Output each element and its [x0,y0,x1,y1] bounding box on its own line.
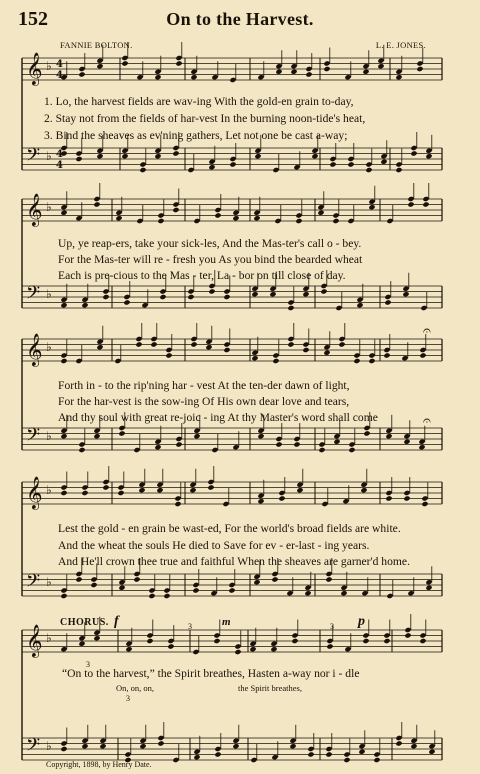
note-head [135,341,142,347]
note-head [78,641,85,647]
lyric-line: Lest the gold - en grain be wast-ed, For the world's broad fields are white. [58,522,401,535]
note-head [428,749,435,755]
note-head [326,643,333,649]
note-head [102,484,109,490]
note-head [102,294,109,300]
note-head [96,344,103,350]
note-head [90,582,97,588]
note-head [380,159,387,165]
triplet-number: 3 [86,660,90,669]
note-head [323,350,330,356]
note-head [275,69,282,75]
note-head [343,757,350,763]
chorus-label: CHORUS. [60,617,109,628]
note-head [167,643,174,649]
note-head [368,358,375,364]
note-head [289,743,296,749]
note-head [402,291,409,297]
flat-icon: ♭ [46,59,52,73]
note-head [404,632,411,638]
note-head [275,441,282,447]
time-signature: 4 [56,70,63,81]
note-head [228,587,235,593]
note-head [251,355,258,361]
note-head [287,305,294,311]
note-head [368,204,375,210]
note-head [358,749,365,755]
note-head [363,430,370,436]
note-head [384,299,391,305]
note-head [302,291,309,297]
note-head [175,441,182,447]
note-head [96,63,103,69]
note-head [302,347,309,353]
note-head [295,218,302,224]
note-head [60,746,67,752]
treble-clef-icon: 𝄞 [26,476,43,509]
note-head [290,69,297,75]
note-head [93,201,100,207]
lyric-line: For the har-vest is the sow-ing Of His own dear love and tears, [58,395,350,408]
time-signature: 4 [56,59,63,70]
note-head [232,743,239,749]
note-head [208,288,215,294]
note-head [293,441,300,447]
note-head [307,751,314,757]
note-head [422,201,429,207]
note-head [121,60,128,66]
note-head [81,490,88,496]
note-head [270,646,277,652]
note-head [81,302,88,308]
fermata-icon: 𝄐 [423,323,431,339]
triplet-number: 3 [330,622,334,631]
note-head [75,156,82,162]
note-head [154,444,161,450]
hymn-title: On to the Harvest. [166,9,314,29]
note-head [356,302,363,308]
note-head [139,167,146,173]
note-head [175,60,182,66]
note-head [165,352,172,358]
note-head [383,352,390,358]
lyric-line: 1. Lo, the harvest fields are wav-ing With the gold-en grain to-day, [44,95,354,108]
copyright-notice: Copyright, 1898, by Henry Date. [46,760,152,769]
note-head [157,218,164,224]
flat-icon: ♭ [46,287,52,301]
note-head [123,299,130,305]
treble-clef-icon: 𝄞 [26,193,43,226]
note-head [60,358,67,364]
lyric-line: And thy soul with great re-joic - ing At thy Master's word shall come [58,411,378,424]
dynamic-marking: f [114,614,119,629]
note-head [223,294,230,300]
dynamic-marking: m [222,616,231,628]
note-head [190,341,197,347]
note-head [362,69,369,75]
note-head [253,579,260,585]
note-head [139,743,146,749]
flat-icon: ♭ [46,149,52,163]
note-head [60,490,67,496]
note-head [232,215,239,221]
note-head [138,487,145,493]
note-head [193,433,200,439]
note-head [60,433,67,439]
note-head [410,743,417,749]
note-head [190,74,197,80]
note-head [75,576,82,582]
note-head [81,743,88,749]
fermata-icon: 𝄐 [423,413,431,429]
note-head [118,430,125,436]
note-head [133,576,140,582]
note-head [229,161,236,167]
note-head [78,71,85,77]
bass-words: the Spirit breathes, [238,683,302,693]
flat-icon: ♭ [46,631,52,645]
lyric-line: 2. Stay not from the fields of har-vest In the burning noon-tide's heat, [44,112,366,125]
note-head [223,347,230,353]
note-head [311,153,318,159]
triplet-number: 3 [188,622,192,631]
note-head [338,341,345,347]
note-head [159,294,166,300]
bass-words: On, on, on, [116,683,155,693]
bass-clef-icon: 𝄢 [26,283,41,308]
note-head [251,291,258,297]
note-head [395,74,402,80]
flat-icon: ♭ [46,575,52,589]
note-head [172,150,179,156]
note-head [347,161,354,167]
lyric-line: Forth in - to the rip'ning har - vest At the ten-der dawn of light, [58,379,350,392]
author-credit: FANNIE BOLTON. [60,40,133,50]
note-head [146,638,153,644]
note-head [333,439,340,445]
note-head [385,495,392,501]
note-head [118,585,125,591]
note-head [93,635,100,641]
bass-clef-icon: 𝄢 [26,145,41,170]
note-head [320,288,327,294]
note-head [156,487,163,493]
note-head [305,71,312,77]
note-head [271,576,278,582]
note-head [60,302,67,308]
note-head [154,153,161,159]
note-head [78,447,85,453]
note-head [208,164,215,170]
note-head [403,495,410,501]
note-head [377,63,384,69]
note-head [373,757,380,763]
note-head [407,201,414,207]
note-head [395,167,402,173]
note-head [253,215,260,221]
note-head [234,649,241,655]
note-head [304,590,311,596]
lyric-line: Up, ye reap-ers, take your sick-les, And the Mas-ter's call o - bey. [58,237,362,250]
flat-icon: ♭ [46,340,52,354]
note-head [418,444,425,450]
note-head [60,593,67,599]
page-number: 152 [18,8,48,30]
note-head [96,153,103,159]
bass-clef-icon: 𝄢 [26,735,41,760]
note-head [207,484,214,490]
note-head [254,153,261,159]
note-head [249,646,256,652]
bass-clef-icon: 𝄢 [26,425,41,450]
note-head [410,150,417,156]
note-head [272,358,279,364]
note-head [362,638,369,644]
lyric-line: For the Mas-ter will re - fresh you As you bind the bearded wheat [58,253,363,266]
note-head [425,153,432,159]
note-head [214,212,221,218]
note-head [419,638,426,644]
note-head [99,743,106,749]
treble-clef-icon: 𝄞 [26,333,43,366]
note-head [269,291,276,297]
flat-icon: ♭ [46,429,52,443]
note-head [154,74,161,80]
note-head [174,501,181,507]
note-head [421,501,428,507]
note-head [325,576,332,582]
bass-clef-icon: 𝄢 [26,571,41,596]
note-head [192,587,199,593]
note-head [117,490,124,496]
lyric-line: 3. Bind the sheaves as ev'ning gathers, Let not one be cast a-way; [44,129,348,142]
note-head [353,358,360,364]
note-head [115,215,122,221]
note-head [323,66,330,72]
note-head [340,590,347,596]
note-head [213,638,220,644]
triplet-number: 3 [126,694,130,703]
flat-icon: ♭ [46,200,52,214]
note-head [150,341,157,347]
dynamic-marking: p [358,614,365,629]
treble-clef-icon: 𝄞 [26,52,43,85]
note-head [193,754,200,760]
note-head [360,487,367,493]
note-head [365,167,372,173]
note-head [121,153,128,159]
note-head [325,751,332,757]
note-head [403,439,410,445]
note-head [385,433,392,439]
lyric-line: And He'll crown thee true and faithful When the sheaves are garner'd home. [58,555,410,568]
note-head [278,495,285,501]
note-head [348,447,355,453]
time-signature: 4 [56,160,63,171]
note-head [125,646,132,652]
lyric-line: And the wheat the souls He died to Save for ev - er-last - ing years. [58,539,370,552]
note-head [329,161,336,167]
note-head [214,751,221,757]
note-head [205,344,212,350]
note-head [257,433,264,439]
note-head [287,341,294,347]
note-head [395,740,402,746]
lyric-line: “On to the harvest,” the Spirit breathes, Hasten a-way nor i - dle [62,667,360,680]
note-head [317,210,324,216]
note-head [383,638,390,644]
time-signature: 4 [56,149,63,160]
composer-credit: L. E. JONES. [375,40,426,50]
note-head [318,447,325,453]
note-head [296,487,303,493]
note-head [189,487,196,493]
note-head [291,638,298,644]
note-head [172,207,179,213]
lyric-line: Each is pre-cious to the Mas - ter, La - bor on till close of day. [58,269,346,282]
note-head [332,218,339,224]
note-head [148,593,155,599]
note-head [257,498,264,504]
note-head [425,585,432,591]
note-head [419,352,426,358]
flat-icon: ♭ [46,483,52,497]
treble-clef-icon: 𝄞 [26,624,43,657]
note-head [93,433,100,439]
note-head [163,593,170,599]
note-head [187,294,194,300]
note-head [60,210,67,216]
flat-icon: ♭ [46,739,52,753]
note-head [416,66,423,72]
note-head [157,740,164,746]
